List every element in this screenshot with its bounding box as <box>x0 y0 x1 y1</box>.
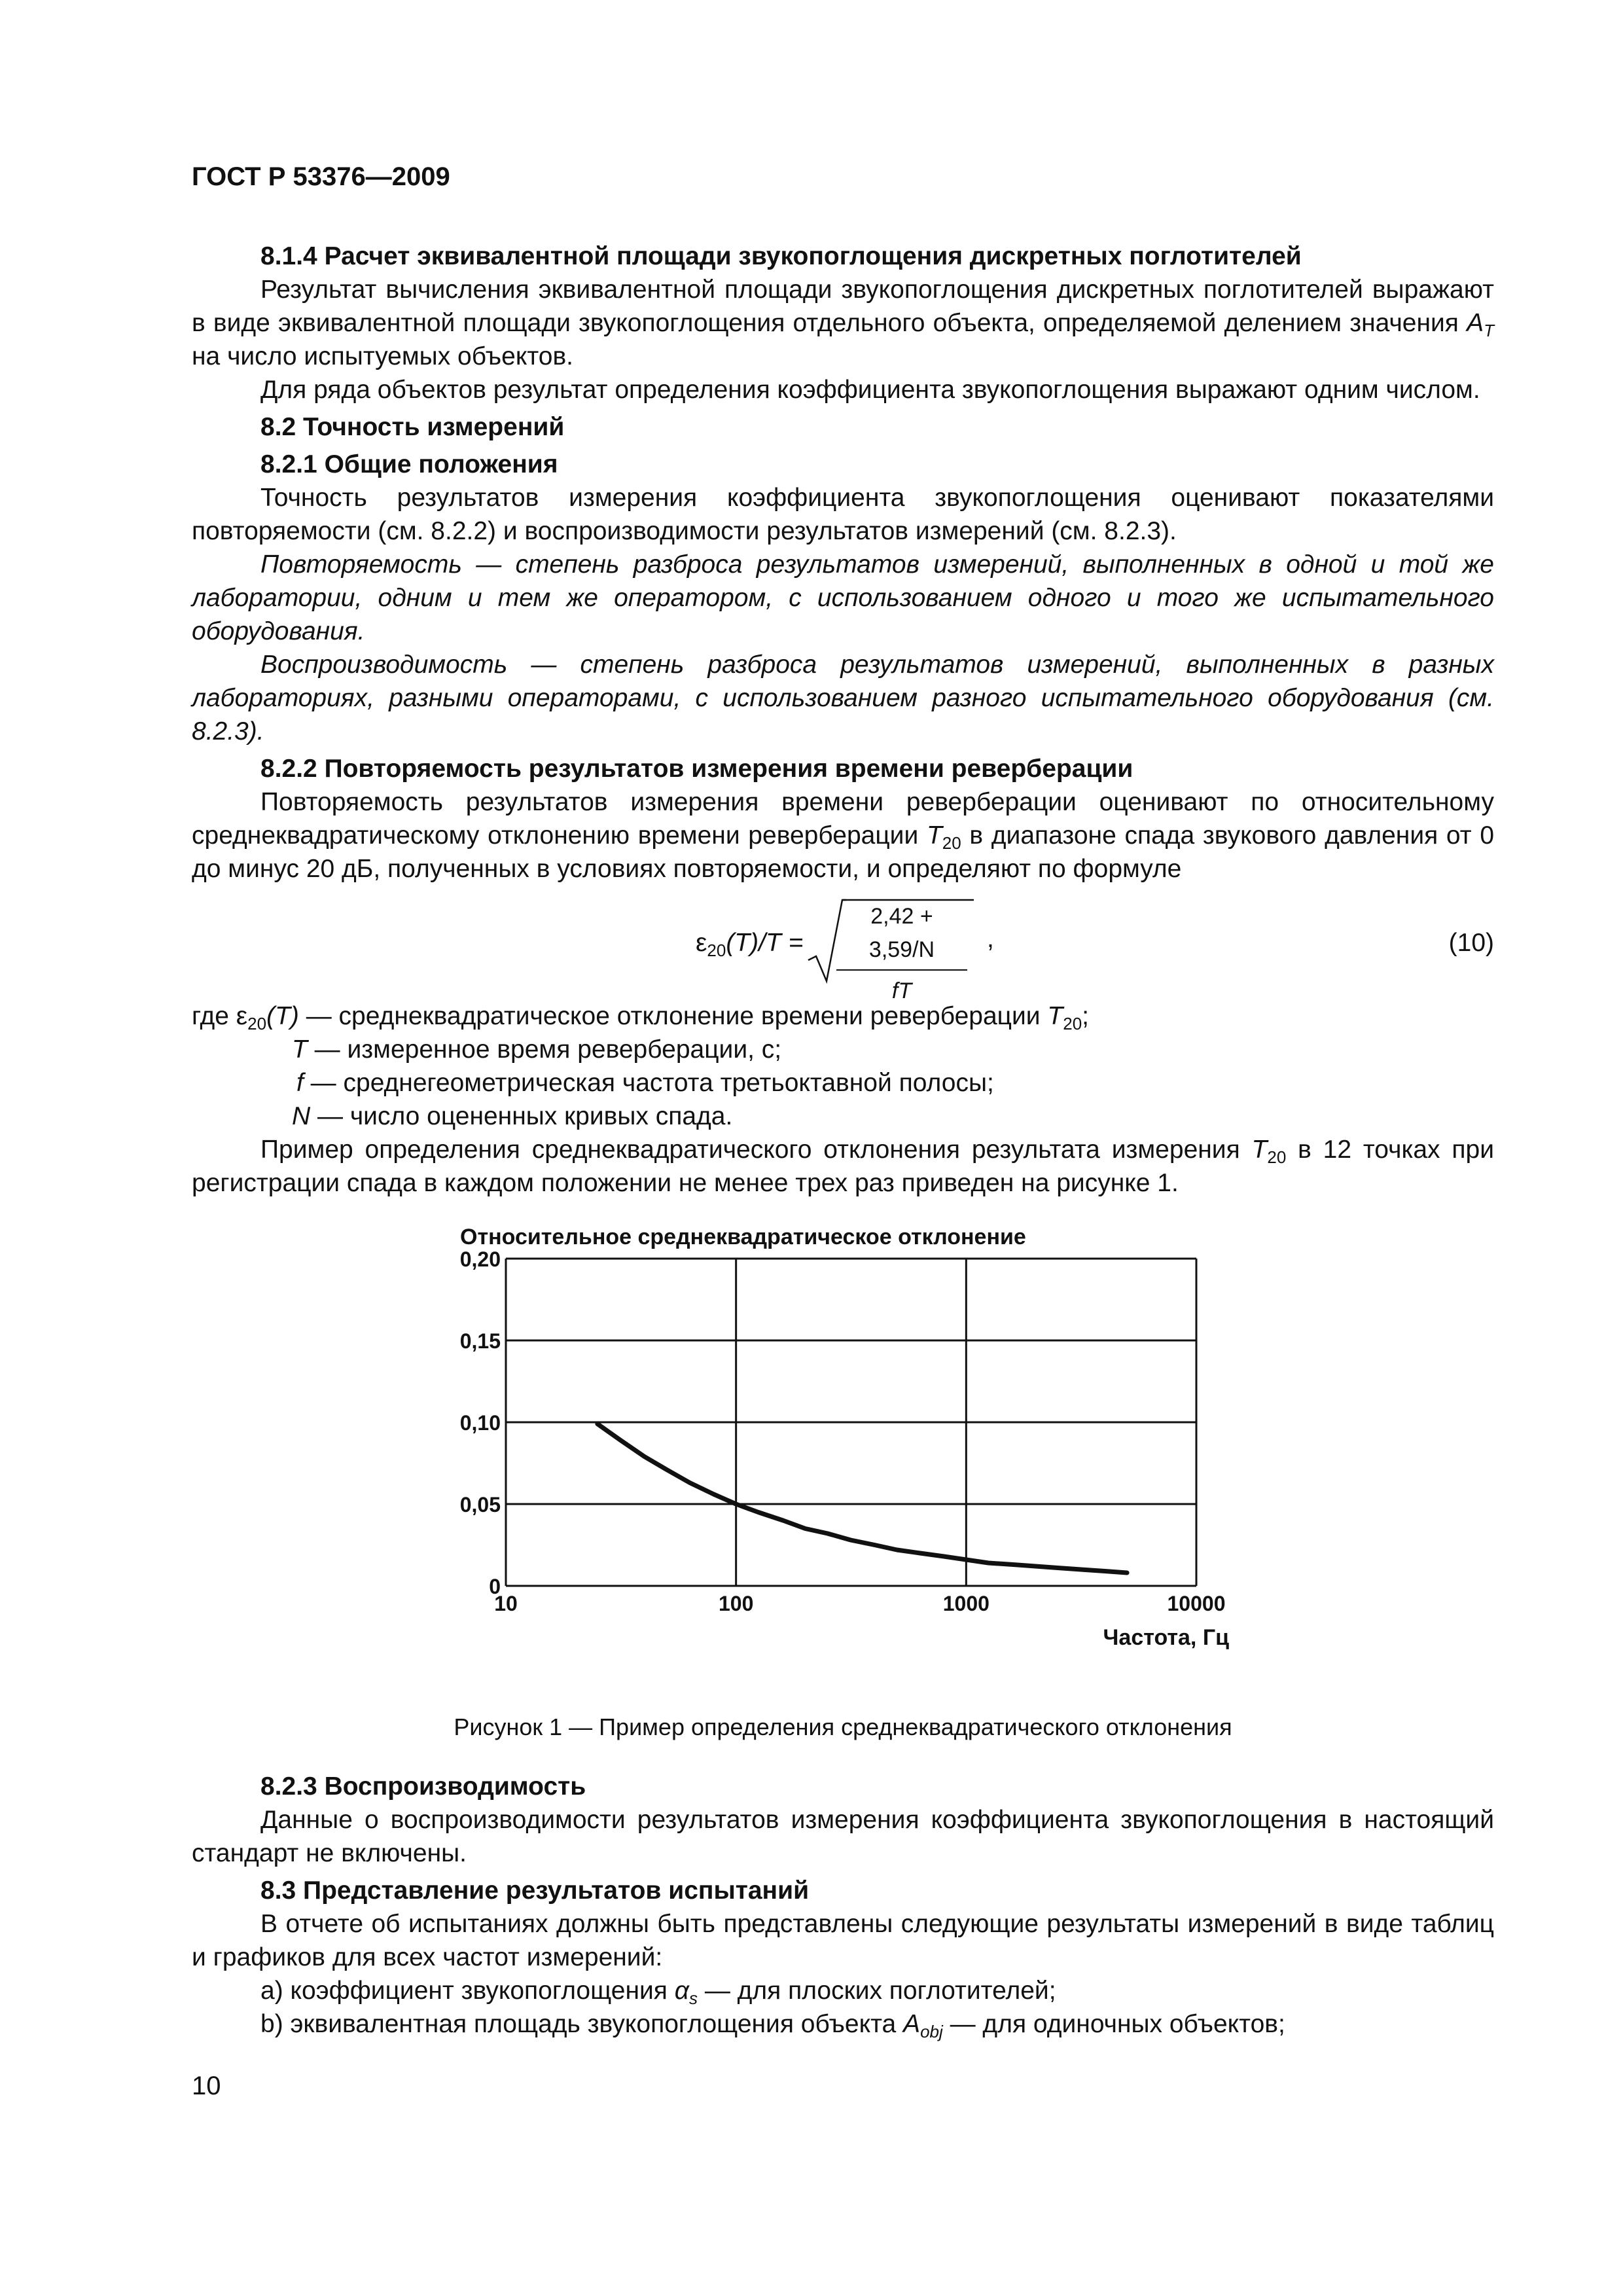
chart-x-tick-label: 10 <box>494 1592 518 1615</box>
figure-1 <box>192 1213 1494 1710</box>
section-8-2-1-paragraph-1: Точность результатов измерения коэффициента звукопоглощения оценивают показателями повторяемости (см. 8.2.2) и воспроизводимости результатов измерений (см. 8.2.3). <box>192 484 1494 545</box>
section-8-2-title: 8.2 Точность измерений <box>260 413 565 441</box>
section-8-3-paragraph: В отчете об испытаниях должны быть представлены следующие результаты измерений в виде таблиц и графиков для всех частот измерений: <box>192 1910 1494 1971</box>
formula-fraction <box>836 900 967 1008</box>
chart-x-tick-label: 1000 <box>942 1592 990 1615</box>
chart-y-tick-label: 0,10 <box>459 1411 501 1435</box>
page-number: 10 <box>192 2072 221 2100</box>
legend-line-epsilon: где $\varepsilon_{20}(T)$ — среднеквадратическое отклонение времени реверберации $T_{20}$; <box>192 1002 1090 1033</box>
section-8-1-4-paragraph-1: Результат вычисления эквивалентной площади звукопоглощения дискретных поглотителей выражают в виде эквивалентной площади звукопоглощения отдельного объекта, определяемой делением значения $A_T$ на число испытуемых объектов. <box>192 276 1494 370</box>
legend-line-n: N — число оцененных кривых спада. <box>292 1102 733 1130</box>
chart-y-tick-label: 0 <box>489 1575 501 1598</box>
chart-x-axis-label: Частота, Гц <box>1103 1625 1229 1650</box>
formula-number: (10) <box>1448 929 1494 957</box>
chart-svg <box>192 1213 1494 1710</box>
list-item-a: a) коэффициент звукопоглощения $\alpha_s$ — для плоских поглотителей; <box>260 1977 1056 2008</box>
root-overline <box>843 899 974 901</box>
chart-x-tick-label: 100 <box>718 1592 754 1615</box>
chart-y-tick-label: 0,15 <box>459 1329 501 1353</box>
formula-comma: , <box>987 925 994 953</box>
reproducibility-definition: Воспроизводимость — степень разброса результатов измерений, выполненных в разных лабораториях, разными операторами, с использованием разного испытательного оборудования (см. 8.2.3). <box>192 651 1494 745</box>
list-item-b: b) эквивалентная площадь звукопоглощения объекта $A_{obj}$ — для одиночных объектов; <box>260 2010 1285 2041</box>
legend-line-t: T — измеренное время реверберации, с; <box>292 1035 782 1064</box>
formula-10 <box>192 895 1494 1003</box>
section-8-1-4-paragraph-2: Для ряда объектов результат определения коэффициента звукопоглощения выражают одним числом. <box>260 376 1480 404</box>
chart-title: Относительное среднеквадратическое отклонение <box>460 1225 1026 1249</box>
section-8-2-3-paragraph: Данные о воспроизводимости результатов измерения коэффициента звукопоглощения в настоящий стандарт не включены. <box>192 1806 1494 1867</box>
section-8-2-2-paragraph-2: Пример определения среднеквадратического отклонения результата измерения $T_{20}$ в 12 точках при регистрации спада в каждом положении не менее трех раз приведен на рисунке 1. <box>192 1136 1494 1197</box>
section-8-2-1-title: 8.2.1 Общие положения <box>260 450 558 478</box>
chart-y-tick-label: 0,20 <box>459 1247 501 1271</box>
legend-line-f: f — среднегеометрическая частота третьоктавной полосы; <box>296 1069 994 1097</box>
section-8-1-4-title: 8.1.4 Расчет эквивалентной площади звукопоглощения дискретных поглотителей <box>260 242 1302 270</box>
chart-x-tick-label: 10000 <box>1167 1592 1226 1615</box>
formula-lhs: $\varepsilon_{20}(T)/T$ = <box>696 929 804 960</box>
repeatability-definition: Повторяемость — степень разброса результатов измерений, выполненных в одной и той же лаборатории, одним и тем же оператором, с использованием одного и того же испытательного оборудования. <box>192 550 1494 645</box>
section-8-2-3-title: 8.2.3 Воспроизводимость <box>260 1772 586 1801</box>
formula-denominator: fT <box>891 978 912 1003</box>
formula-numerator: 2,42 + 3,59/N <box>836 900 967 971</box>
document-header: ГОСТ Р 53376—2009 <box>192 162 450 191</box>
figure-caption: Рисунок 1 — Пример определения среднеквадратического отклонения <box>454 1713 1232 1740</box>
section-8-2-2-paragraph-1: Повторяемость результатов измерения времени реверберации оценивают по относительному среднеквадратическому отклонению времени реверберации $T_{20}$ в диапазоне спада звукового давления от 0 до минус 20 дБ, полученных в условиях повторяемости, и определяют по формуле <box>192 788 1495 883</box>
formula-legend <box>192 999 1494 1133</box>
chart-series-line <box>597 1424 1127 1573</box>
document-body <box>192 236 1494 2041</box>
section-8-3-title: 8.3 Представление результатов испытаний <box>260 1876 810 1905</box>
chart-y-tick-label: 0,05 <box>459 1493 501 1516</box>
section-8-2-2-title: 8.2.2 Повторяемость результатов измерения времени реверберации <box>260 755 1133 783</box>
